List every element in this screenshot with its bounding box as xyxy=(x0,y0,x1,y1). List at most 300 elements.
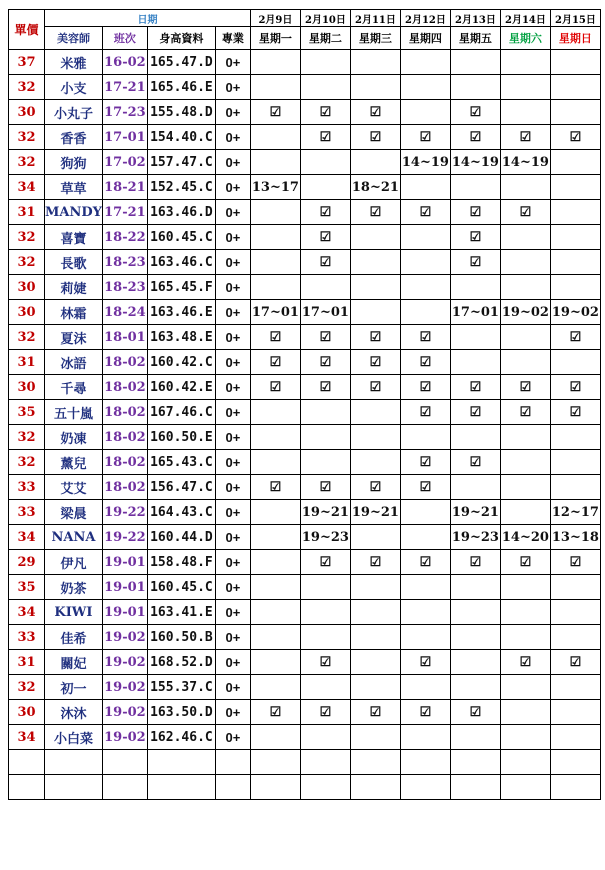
shift-cell: 19-22 xyxy=(102,500,147,525)
schedule-cell xyxy=(300,600,350,625)
price-cell: 30 xyxy=(9,375,45,400)
schedule-cell xyxy=(250,275,300,300)
specialty-cell: 0+ xyxy=(215,350,250,375)
weekday-cell: 星期三 xyxy=(350,27,400,50)
schedule-cell xyxy=(250,550,300,575)
schedule-cell xyxy=(500,600,550,625)
empty-cell xyxy=(550,750,600,775)
schedule-cell xyxy=(450,600,500,625)
beautician-name: 薰兒 xyxy=(45,450,103,475)
empty-cell xyxy=(300,775,350,800)
schedule-cell xyxy=(500,175,550,200)
price-cell: 37 xyxy=(9,50,45,75)
checkbox-checked-cell: ☑ xyxy=(550,650,600,675)
schedule-cell xyxy=(550,425,600,450)
beautician-name: 千尋 xyxy=(45,375,103,400)
schedule-cell: 17~01 xyxy=(450,300,500,325)
checkbox-checked-cell: ☑ xyxy=(550,325,600,350)
schedule-cell xyxy=(350,300,400,325)
beautician-name: NANA xyxy=(45,525,103,550)
checkbox-checked-cell: ☑ xyxy=(400,700,450,725)
checkbox-checked-cell: ☑ xyxy=(400,650,450,675)
table-row xyxy=(9,275,601,300)
price-cell: 31 xyxy=(9,650,45,675)
specialty-cell: 0+ xyxy=(215,450,250,475)
checkbox-checked-cell: ☑ xyxy=(500,375,550,400)
schedule-cell xyxy=(500,475,550,500)
price-cell: 32 xyxy=(9,425,45,450)
schedule-cell xyxy=(400,75,450,100)
schedule-cell xyxy=(300,625,350,650)
shift-cell: 19-22 xyxy=(102,525,147,550)
table-row xyxy=(9,250,601,275)
schedule-cell xyxy=(350,425,400,450)
height-data-cell: 167.46.C xyxy=(147,400,215,425)
schedule-cell xyxy=(400,100,450,125)
checkbox-checked-cell: ☑ xyxy=(350,550,400,575)
table-row xyxy=(9,200,601,225)
table-row xyxy=(9,75,601,100)
schedule-cell xyxy=(250,725,300,750)
checkbox-checked-cell: ☑ xyxy=(550,375,600,400)
table-row xyxy=(9,375,601,400)
specialty-cell: 0+ xyxy=(215,100,250,125)
checkbox-checked-cell: ☑ xyxy=(500,400,550,425)
price-cell: 32 xyxy=(9,325,45,350)
checkbox-checked-cell: ☑ xyxy=(350,350,400,375)
schedule-cell xyxy=(450,675,500,700)
schedule-cell xyxy=(350,600,400,625)
schedule-cell: 19~21 xyxy=(300,500,350,525)
schedule-cell xyxy=(500,675,550,700)
schedule-cell: 19~23 xyxy=(450,525,500,550)
table-row xyxy=(9,325,601,350)
beautician-name: 梁晨 xyxy=(45,500,103,525)
checkbox-checked-cell: ☑ xyxy=(350,100,400,125)
schedule-cell xyxy=(250,450,300,475)
schedule-cell xyxy=(350,450,400,475)
schedule-cell: 17~01 xyxy=(300,300,350,325)
schedule-cell xyxy=(550,200,600,225)
specialty-cell: 0+ xyxy=(215,175,250,200)
schedule-cell xyxy=(350,625,400,650)
checkbox-checked-cell: ☑ xyxy=(450,100,500,125)
specialty-cell: 0+ xyxy=(215,275,250,300)
checkbox-checked-cell: ☑ xyxy=(400,125,450,150)
price-cell: 30 xyxy=(9,100,45,125)
empty-cell xyxy=(300,750,350,775)
checkbox-checked-cell: ☑ xyxy=(450,550,500,575)
checkbox-checked-cell: ☑ xyxy=(400,400,450,425)
checkbox-checked-cell: ☑ xyxy=(300,350,350,375)
checkbox-checked-cell: ☑ xyxy=(350,325,400,350)
checkbox-checked-cell: ☑ xyxy=(500,550,550,575)
height-data-cell: 165.45.F xyxy=(147,275,215,300)
date-cell: 2月15日 xyxy=(550,10,600,27)
height-data-cell: 158.48.F xyxy=(147,550,215,575)
specialty-cell: 0+ xyxy=(215,250,250,275)
table-row xyxy=(9,675,601,700)
empty-cell xyxy=(450,750,500,775)
table-row xyxy=(9,50,601,75)
height-data-cell: 163.48.E xyxy=(147,325,215,350)
schedule-cell xyxy=(450,650,500,675)
schedule-cell xyxy=(500,625,550,650)
schedule-cell xyxy=(250,250,300,275)
height-data-cell: 165.47.D xyxy=(147,50,215,75)
header-column-row xyxy=(9,27,601,50)
specialty-cell: 0+ xyxy=(215,375,250,400)
specialty-cell: 0+ xyxy=(215,50,250,75)
empty-cell xyxy=(9,775,45,800)
shift-cell: 17-02 xyxy=(102,150,147,175)
specialty-cell: 0+ xyxy=(215,675,250,700)
schedule-cell xyxy=(250,125,300,150)
checkbox-checked-cell: ☑ xyxy=(400,350,450,375)
specialty-cell: 0+ xyxy=(215,625,250,650)
empty-cell xyxy=(215,775,250,800)
schedule-cell: 14~19 xyxy=(500,150,550,175)
schedule-cell xyxy=(550,350,600,375)
shift-cell: 17-21 xyxy=(102,200,147,225)
specialty-cell: 0+ xyxy=(215,300,250,325)
schedule-cell xyxy=(550,575,600,600)
schedule-cell xyxy=(550,625,600,650)
schedule-cell xyxy=(450,175,500,200)
beautician-name: 香香 xyxy=(45,125,103,150)
height-data-cell: 163.50.D xyxy=(147,700,215,725)
height-data-cell: 157.47.C xyxy=(147,150,215,175)
table-row xyxy=(9,525,601,550)
shift-cell: 19-01 xyxy=(102,550,147,575)
schedule-cell xyxy=(450,350,500,375)
specialty-cell: 0+ xyxy=(215,525,250,550)
schedule-cell xyxy=(550,600,600,625)
schedule-cell xyxy=(450,325,500,350)
weekday-cell: 星期二 xyxy=(300,27,350,50)
schedule-cell xyxy=(550,700,600,725)
shift-cell: 17-23 xyxy=(102,100,147,125)
schedule-cell xyxy=(400,250,450,275)
schedule-cell xyxy=(300,450,350,475)
checkbox-checked-cell: ☑ xyxy=(300,650,350,675)
schedule-cell xyxy=(250,225,300,250)
schedule-cell xyxy=(500,575,550,600)
checkbox-checked-cell: ☑ xyxy=(250,325,300,350)
schedule-cell xyxy=(550,450,600,475)
specialty-cell: 0+ xyxy=(215,225,250,250)
shift-cell: 18-02 xyxy=(102,450,147,475)
schedule-cell xyxy=(550,150,600,175)
schedule-cell: 14~20 xyxy=(500,525,550,550)
schedule-cell: 17~01 xyxy=(250,300,300,325)
price-cell: 30 xyxy=(9,300,45,325)
checkbox-checked-cell: ☑ xyxy=(550,125,600,150)
price-cell: 29 xyxy=(9,550,45,575)
price-cell: 31 xyxy=(9,350,45,375)
empty-cell xyxy=(400,750,450,775)
schedule-cell xyxy=(400,525,450,550)
schedule-cell xyxy=(350,675,400,700)
schedule-cell xyxy=(350,225,400,250)
schedule-cell xyxy=(400,575,450,600)
empty-cell xyxy=(147,750,215,775)
schedule-body xyxy=(9,50,601,800)
schedule-cell: 19~21 xyxy=(350,500,400,525)
checkbox-checked-cell: ☑ xyxy=(300,325,350,350)
empty-cell xyxy=(450,775,500,800)
schedule-cell xyxy=(400,725,450,750)
schedule-cell xyxy=(250,200,300,225)
height-data-cell: 155.37.C xyxy=(147,675,215,700)
schedule-cell xyxy=(350,525,400,550)
specialty-cell: 0+ xyxy=(215,400,250,425)
date-cell: 2月10日 xyxy=(300,10,350,27)
schedule-cell: 19~02 xyxy=(550,300,600,325)
height-data-cell: 160.45.C xyxy=(147,225,215,250)
schedule-cell xyxy=(250,50,300,75)
height-data-cell: 163.41.E xyxy=(147,600,215,625)
table-row xyxy=(9,500,601,525)
beautician-name: MANDY xyxy=(45,200,103,225)
schedule-cell xyxy=(500,725,550,750)
empty-cell xyxy=(147,775,215,800)
checkbox-checked-cell: ☑ xyxy=(400,375,450,400)
specialty-cell: 0+ xyxy=(215,600,250,625)
price-cell: 32 xyxy=(9,150,45,175)
height-data-cell: 162.46.C xyxy=(147,725,215,750)
empty-row xyxy=(9,775,601,800)
shift-cell: 18-24 xyxy=(102,300,147,325)
checkbox-checked-cell: ☑ xyxy=(300,375,350,400)
schedule-cell xyxy=(300,400,350,425)
schedule-cell xyxy=(250,75,300,100)
price-cell: 32 xyxy=(9,125,45,150)
price-cell: 32 xyxy=(9,225,45,250)
weekday-cell-sunday: 星期日 xyxy=(550,27,600,50)
specialty-cell: 0+ xyxy=(215,575,250,600)
price-cell: 32 xyxy=(9,250,45,275)
schedule-cell xyxy=(500,250,550,275)
beautician-name: 艾艾 xyxy=(45,475,103,500)
empty-cell xyxy=(350,775,400,800)
schedule-cell xyxy=(550,250,600,275)
specialty-cell: 0+ xyxy=(215,75,250,100)
schedule-cell: 19~21 xyxy=(450,500,500,525)
price-cell: 34 xyxy=(9,175,45,200)
height-data-cell: 168.52.D xyxy=(147,650,215,675)
beautician-name: 草草 xyxy=(45,175,103,200)
beautician-name: 莉婕 xyxy=(45,275,103,300)
checkbox-checked-cell: ☑ xyxy=(250,700,300,725)
height-data-cell: 160.42.E xyxy=(147,375,215,400)
schedule-cell: 19~02 xyxy=(500,300,550,325)
shift-cell: 19-01 xyxy=(102,600,147,625)
beautician-name: 夏沫 xyxy=(45,325,103,350)
shift-cell: 19-02 xyxy=(102,650,147,675)
schedule-cell xyxy=(350,75,400,100)
schedule-cell xyxy=(500,450,550,475)
specialty-cell: 0+ xyxy=(215,650,250,675)
beautician-name: 小白菜 xyxy=(45,725,103,750)
schedule-cell: 12~17 xyxy=(550,500,600,525)
schedule-cell xyxy=(500,100,550,125)
empty-cell xyxy=(102,750,147,775)
schedule-table xyxy=(8,9,601,800)
schedule-cell xyxy=(400,675,450,700)
price-cell: 30 xyxy=(9,275,45,300)
beautician-name: 初一 xyxy=(45,675,103,700)
weekday-cell: 星期四 xyxy=(400,27,450,50)
beautician-name: 長歌 xyxy=(45,250,103,275)
beautician-name: 佳希 xyxy=(45,625,103,650)
checkbox-checked-cell: ☑ xyxy=(550,400,600,425)
shift-cell: 18-02 xyxy=(102,375,147,400)
shift-header: 班次 xyxy=(102,27,147,50)
height-header: 身高資料 xyxy=(147,27,215,50)
height-data-cell: 163.46.C xyxy=(147,250,215,275)
schedule-cell xyxy=(550,100,600,125)
schedule-cell xyxy=(450,50,500,75)
empty-cell xyxy=(102,775,147,800)
checkbox-checked-cell: ☑ xyxy=(250,350,300,375)
table-row xyxy=(9,475,601,500)
checkbox-checked-cell: ☑ xyxy=(350,200,400,225)
beautician-name: 小丸子 xyxy=(45,100,103,125)
specialty-cell: 0+ xyxy=(215,550,250,575)
price-cell: 33 xyxy=(9,500,45,525)
price-cell: 34 xyxy=(9,725,45,750)
table-row xyxy=(9,400,601,425)
schedule-cell xyxy=(500,225,550,250)
beautician-name: 林霜 xyxy=(45,300,103,325)
checkbox-checked-cell: ☑ xyxy=(500,650,550,675)
schedule-cell xyxy=(350,575,400,600)
height-data-cell: 160.50.B xyxy=(147,625,215,650)
height-data-cell: 160.45.C xyxy=(147,575,215,600)
schedule-cell xyxy=(300,425,350,450)
beautician-name: 喜寶 xyxy=(45,225,103,250)
height-data-cell: 160.42.C xyxy=(147,350,215,375)
date-cell: 2月9日 xyxy=(250,10,300,27)
shift-cell: 18-21 xyxy=(102,175,147,200)
schedule-cell xyxy=(300,675,350,700)
shift-cell: 19-02 xyxy=(102,625,147,650)
schedule-cell xyxy=(250,425,300,450)
checkbox-checked-cell: ☑ xyxy=(300,225,350,250)
schedule-cell xyxy=(300,50,350,75)
schedule-cell xyxy=(500,350,550,375)
empty-cell xyxy=(350,750,400,775)
price-cell: 33 xyxy=(9,625,45,650)
checkbox-checked-cell: ☑ xyxy=(450,225,500,250)
beautician-header: 美容師 xyxy=(45,27,103,50)
beautician-name: 關妃 xyxy=(45,650,103,675)
table-row xyxy=(9,350,601,375)
shift-cell: 19-02 xyxy=(102,700,147,725)
price-cell: 32 xyxy=(9,450,45,475)
table-row xyxy=(9,450,601,475)
price-cell: 33 xyxy=(9,475,45,500)
shift-cell: 18-02 xyxy=(102,350,147,375)
schedule-cell xyxy=(550,50,600,75)
schedule-cell xyxy=(300,75,350,100)
schedule-cell xyxy=(450,475,500,500)
checkbox-checked-cell: ☑ xyxy=(450,450,500,475)
schedule-cell xyxy=(250,400,300,425)
beautician-name: 狗狗 xyxy=(45,150,103,175)
schedule-cell xyxy=(400,50,450,75)
schedule-cell xyxy=(550,225,600,250)
checkbox-checked-cell: ☑ xyxy=(550,550,600,575)
beautician-name: 沐沐 xyxy=(45,700,103,725)
schedule-cell xyxy=(250,600,300,625)
schedule-cell xyxy=(300,275,350,300)
price-cell: 34 xyxy=(9,525,45,550)
price-cell: 35 xyxy=(9,400,45,425)
beautician-name: 五十嵐 xyxy=(45,400,103,425)
checkbox-checked-cell: ☑ xyxy=(350,125,400,150)
checkbox-checked-cell: ☑ xyxy=(400,325,450,350)
shift-cell: 18-02 xyxy=(102,425,147,450)
empty-row xyxy=(9,750,601,775)
schedule-cell: 14~19 xyxy=(400,150,450,175)
table-row xyxy=(9,175,601,200)
shift-cell: 18-22 xyxy=(102,225,147,250)
shift-cell: 18-02 xyxy=(102,400,147,425)
date-cell: 2月12日 xyxy=(400,10,450,27)
schedule-cell xyxy=(400,600,450,625)
table-row xyxy=(9,100,601,125)
empty-cell xyxy=(250,750,300,775)
table-row xyxy=(9,700,601,725)
price-cell: 30 xyxy=(9,700,45,725)
schedule-cell xyxy=(300,575,350,600)
checkbox-checked-cell: ☑ xyxy=(300,100,350,125)
empty-cell xyxy=(550,775,600,800)
schedule-cell xyxy=(500,50,550,75)
schedule-cell xyxy=(450,625,500,650)
checkbox-checked-cell: ☑ xyxy=(350,700,400,725)
checkbox-checked-cell: ☑ xyxy=(250,100,300,125)
schedule-cell xyxy=(500,275,550,300)
empty-cell xyxy=(500,750,550,775)
schedule-cell xyxy=(400,500,450,525)
shift-cell: 16-02 xyxy=(102,50,147,75)
schedule-cell xyxy=(500,325,550,350)
checkbox-checked-cell: ☑ xyxy=(450,400,500,425)
price-cell: 32 xyxy=(9,75,45,100)
checkbox-checked-cell: ☑ xyxy=(450,250,500,275)
schedule-cell xyxy=(550,275,600,300)
shift-cell: 19-01 xyxy=(102,575,147,600)
checkbox-checked-cell: ☑ xyxy=(400,450,450,475)
schedule-cell xyxy=(350,50,400,75)
specialty-cell: 0+ xyxy=(215,200,250,225)
schedule-cell xyxy=(250,575,300,600)
shift-cell: 18-01 xyxy=(102,325,147,350)
schedule-cell xyxy=(300,725,350,750)
schedule-cell xyxy=(350,725,400,750)
date-cell: 2月13日 xyxy=(450,10,500,27)
specialty-cell: 0+ xyxy=(215,725,250,750)
height-data-cell: 165.43.C xyxy=(147,450,215,475)
specialty-cell: 0+ xyxy=(215,475,250,500)
schedule-cell xyxy=(400,625,450,650)
schedule-cell xyxy=(250,675,300,700)
table-row xyxy=(9,425,601,450)
checkbox-checked-cell: ☑ xyxy=(500,125,550,150)
